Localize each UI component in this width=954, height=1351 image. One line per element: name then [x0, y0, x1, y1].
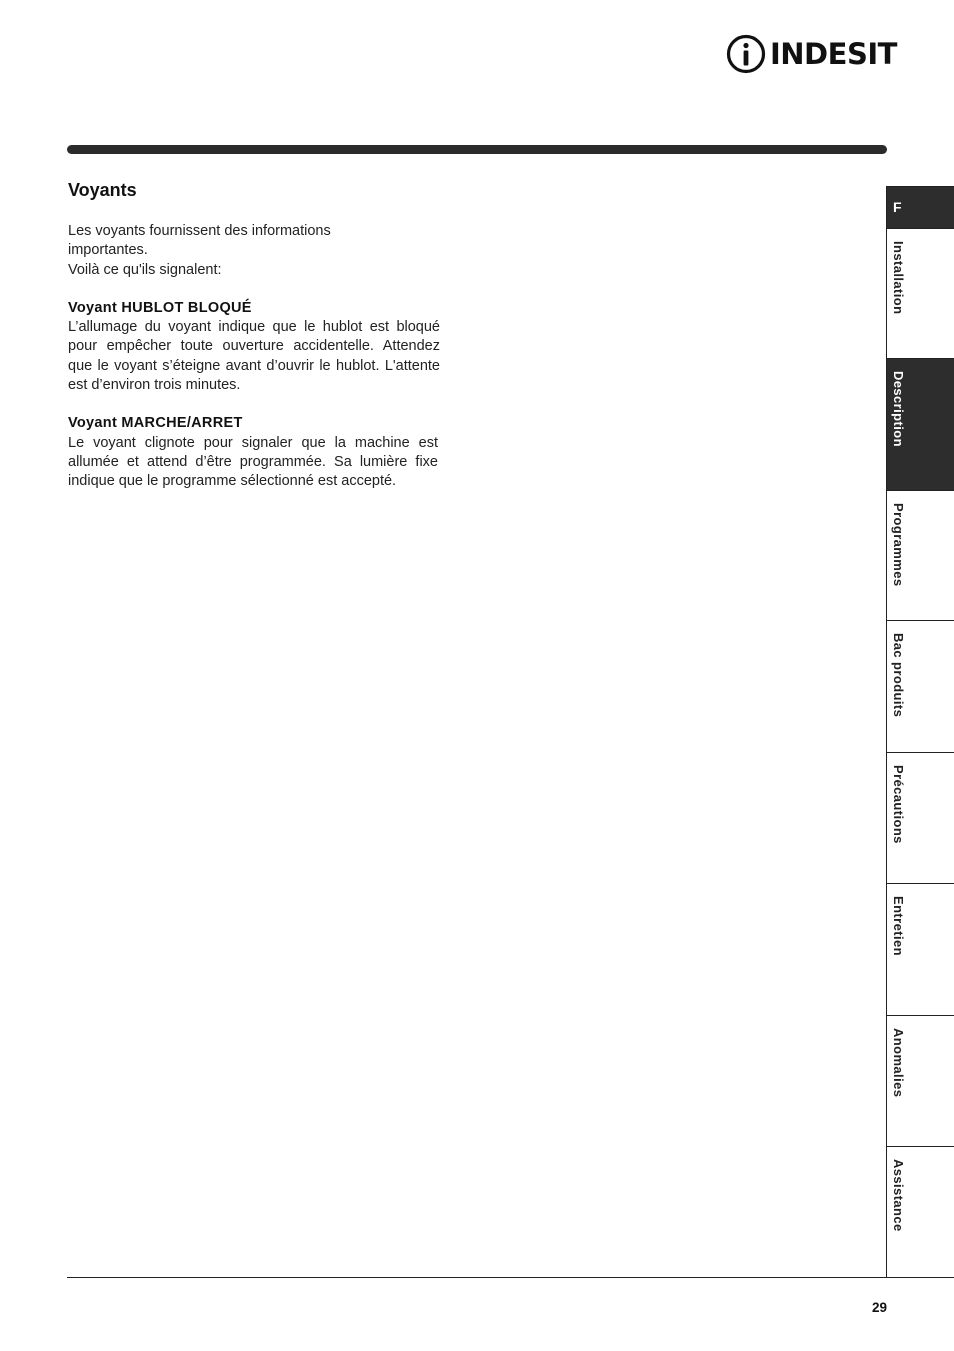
page-number: 29	[871, 1300, 887, 1315]
tab-label: Précautions	[891, 765, 906, 844]
intro-line-1: Les voyants fournissent des informations importantes.	[68, 223, 331, 259]
spacer	[68, 395, 440, 414]
spacer	[68, 280, 440, 299]
tab-label: Bac produits	[891, 633, 906, 718]
side-navigation	[886, 186, 954, 1278]
brand-logo	[726, 34, 897, 74]
tab-anomalies[interactable]	[887, 1015, 954, 1146]
tab-entretien[interactable]	[887, 883, 954, 1015]
content-body	[68, 222, 440, 492]
tab-installation[interactable]	[887, 228, 954, 358]
tab-programmes[interactable]	[887, 490, 954, 620]
tab-label: Installation	[891, 241, 906, 315]
brand-name: INDESIT	[770, 37, 897, 71]
tab-label: Anomalies	[891, 1028, 906, 1098]
header-divider	[67, 145, 887, 154]
tab-label: Entretien	[891, 896, 906, 956]
tab-label: Assistance	[891, 1159, 906, 1232]
section-title: Voyants	[68, 180, 137, 200]
footer-divider	[67, 1277, 954, 1278]
tab-language-label: F	[893, 199, 902, 215]
block-title-hublot: Voyant HUBLOT BLOQUÉ	[68, 299, 252, 316]
intro-line-2: Voilà ce qu'ils signalent:	[68, 261, 222, 278]
tab-language[interactable]	[887, 186, 954, 228]
tab-label: Programmes	[891, 503, 906, 587]
indesit-logo-icon	[726, 34, 766, 74]
tab-description[interactable]	[887, 358, 954, 490]
block-text-hublot: L’allumage du voyant indique que le hublot est bloqué pour empêcher toute ouverture accidentelle. Attendez que le voyant s’éteigne avant d’ouvrir le hublot. L'attente est d’environ trois minutes.	[68, 319, 440, 394]
block-title-marche: Voyant MARCHE/ARRET	[68, 415, 243, 432]
block-text-marche: Le voyant clignote pour signaler que la machine est allumée et attend d’être programmée. Sa lumière fixe indique que le programme sélectionné est accepté.	[68, 434, 438, 490]
tab-precautions[interactable]	[887, 752, 954, 883]
tab-label: Description	[891, 371, 906, 447]
tab-assistance[interactable]	[887, 1146, 954, 1278]
tab-bac-produits[interactable]	[887, 620, 954, 752]
